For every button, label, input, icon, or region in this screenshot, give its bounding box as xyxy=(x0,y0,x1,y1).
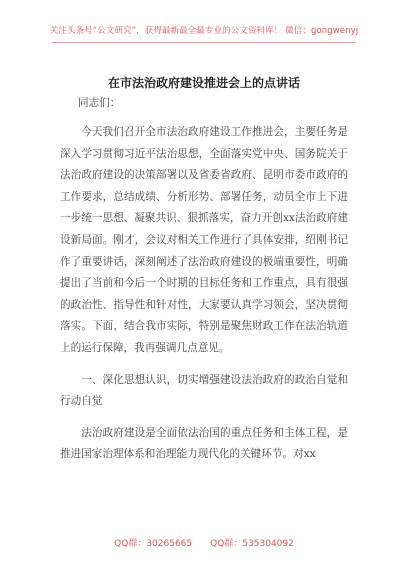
section-heading-1: 一、深化思想认识，切实增强建设法治政府的政治自觉和行动自觉 xyxy=(60,373,348,408)
header-divider xyxy=(52,42,356,43)
document-title: 在市法治政府建设推进会上的点讲话 xyxy=(107,76,300,90)
paragraph-section-1: 法治政府建设是全面依法治国的重点任务和主体工程，是推进国家治理体系和治理能力现代化的关键环节。对xx xyxy=(60,426,348,461)
paragraph-intro: 今天我们召开全市法治政府建设工作推进会，主要任务是深入学习贯彻习近平法治思想，全面落实党中央、国务院关于法治政府建设的决策部署以及省委省政府、昆明市委市政府的工作要求，总结成绩、分析形势、部署任务，动员全市上下进一步统一思想、凝聚共识、狠抓落实，奋力开创xx法治政府建设新局面。刚才，会议对相关工作进行了具体安排，绍刚书记作了重要讲话，深刻阐述了法治政府建设的极端重要性，明确提出了当前和今后一个时期的目标任务和工作重点，具有很强的政治性、指导性和针对性，大家要认真学习领会，坚决贯彻落实。下面，结合我市实际，特别是聚焦财政工作在法治轨道上的运行保障，我再强调几点意见。 xyxy=(60,126,348,354)
greeting: 同志们： xyxy=(78,97,121,109)
header-banner-text: 关注头条号“公文研究”，获得最新最全最专业的公文资料库！ 微信：gongwenyj xyxy=(49,26,359,36)
footer-qq-groups: QQ群：30265665 QQ群：535304092 xyxy=(114,539,294,549)
document-body xyxy=(60,122,348,476)
